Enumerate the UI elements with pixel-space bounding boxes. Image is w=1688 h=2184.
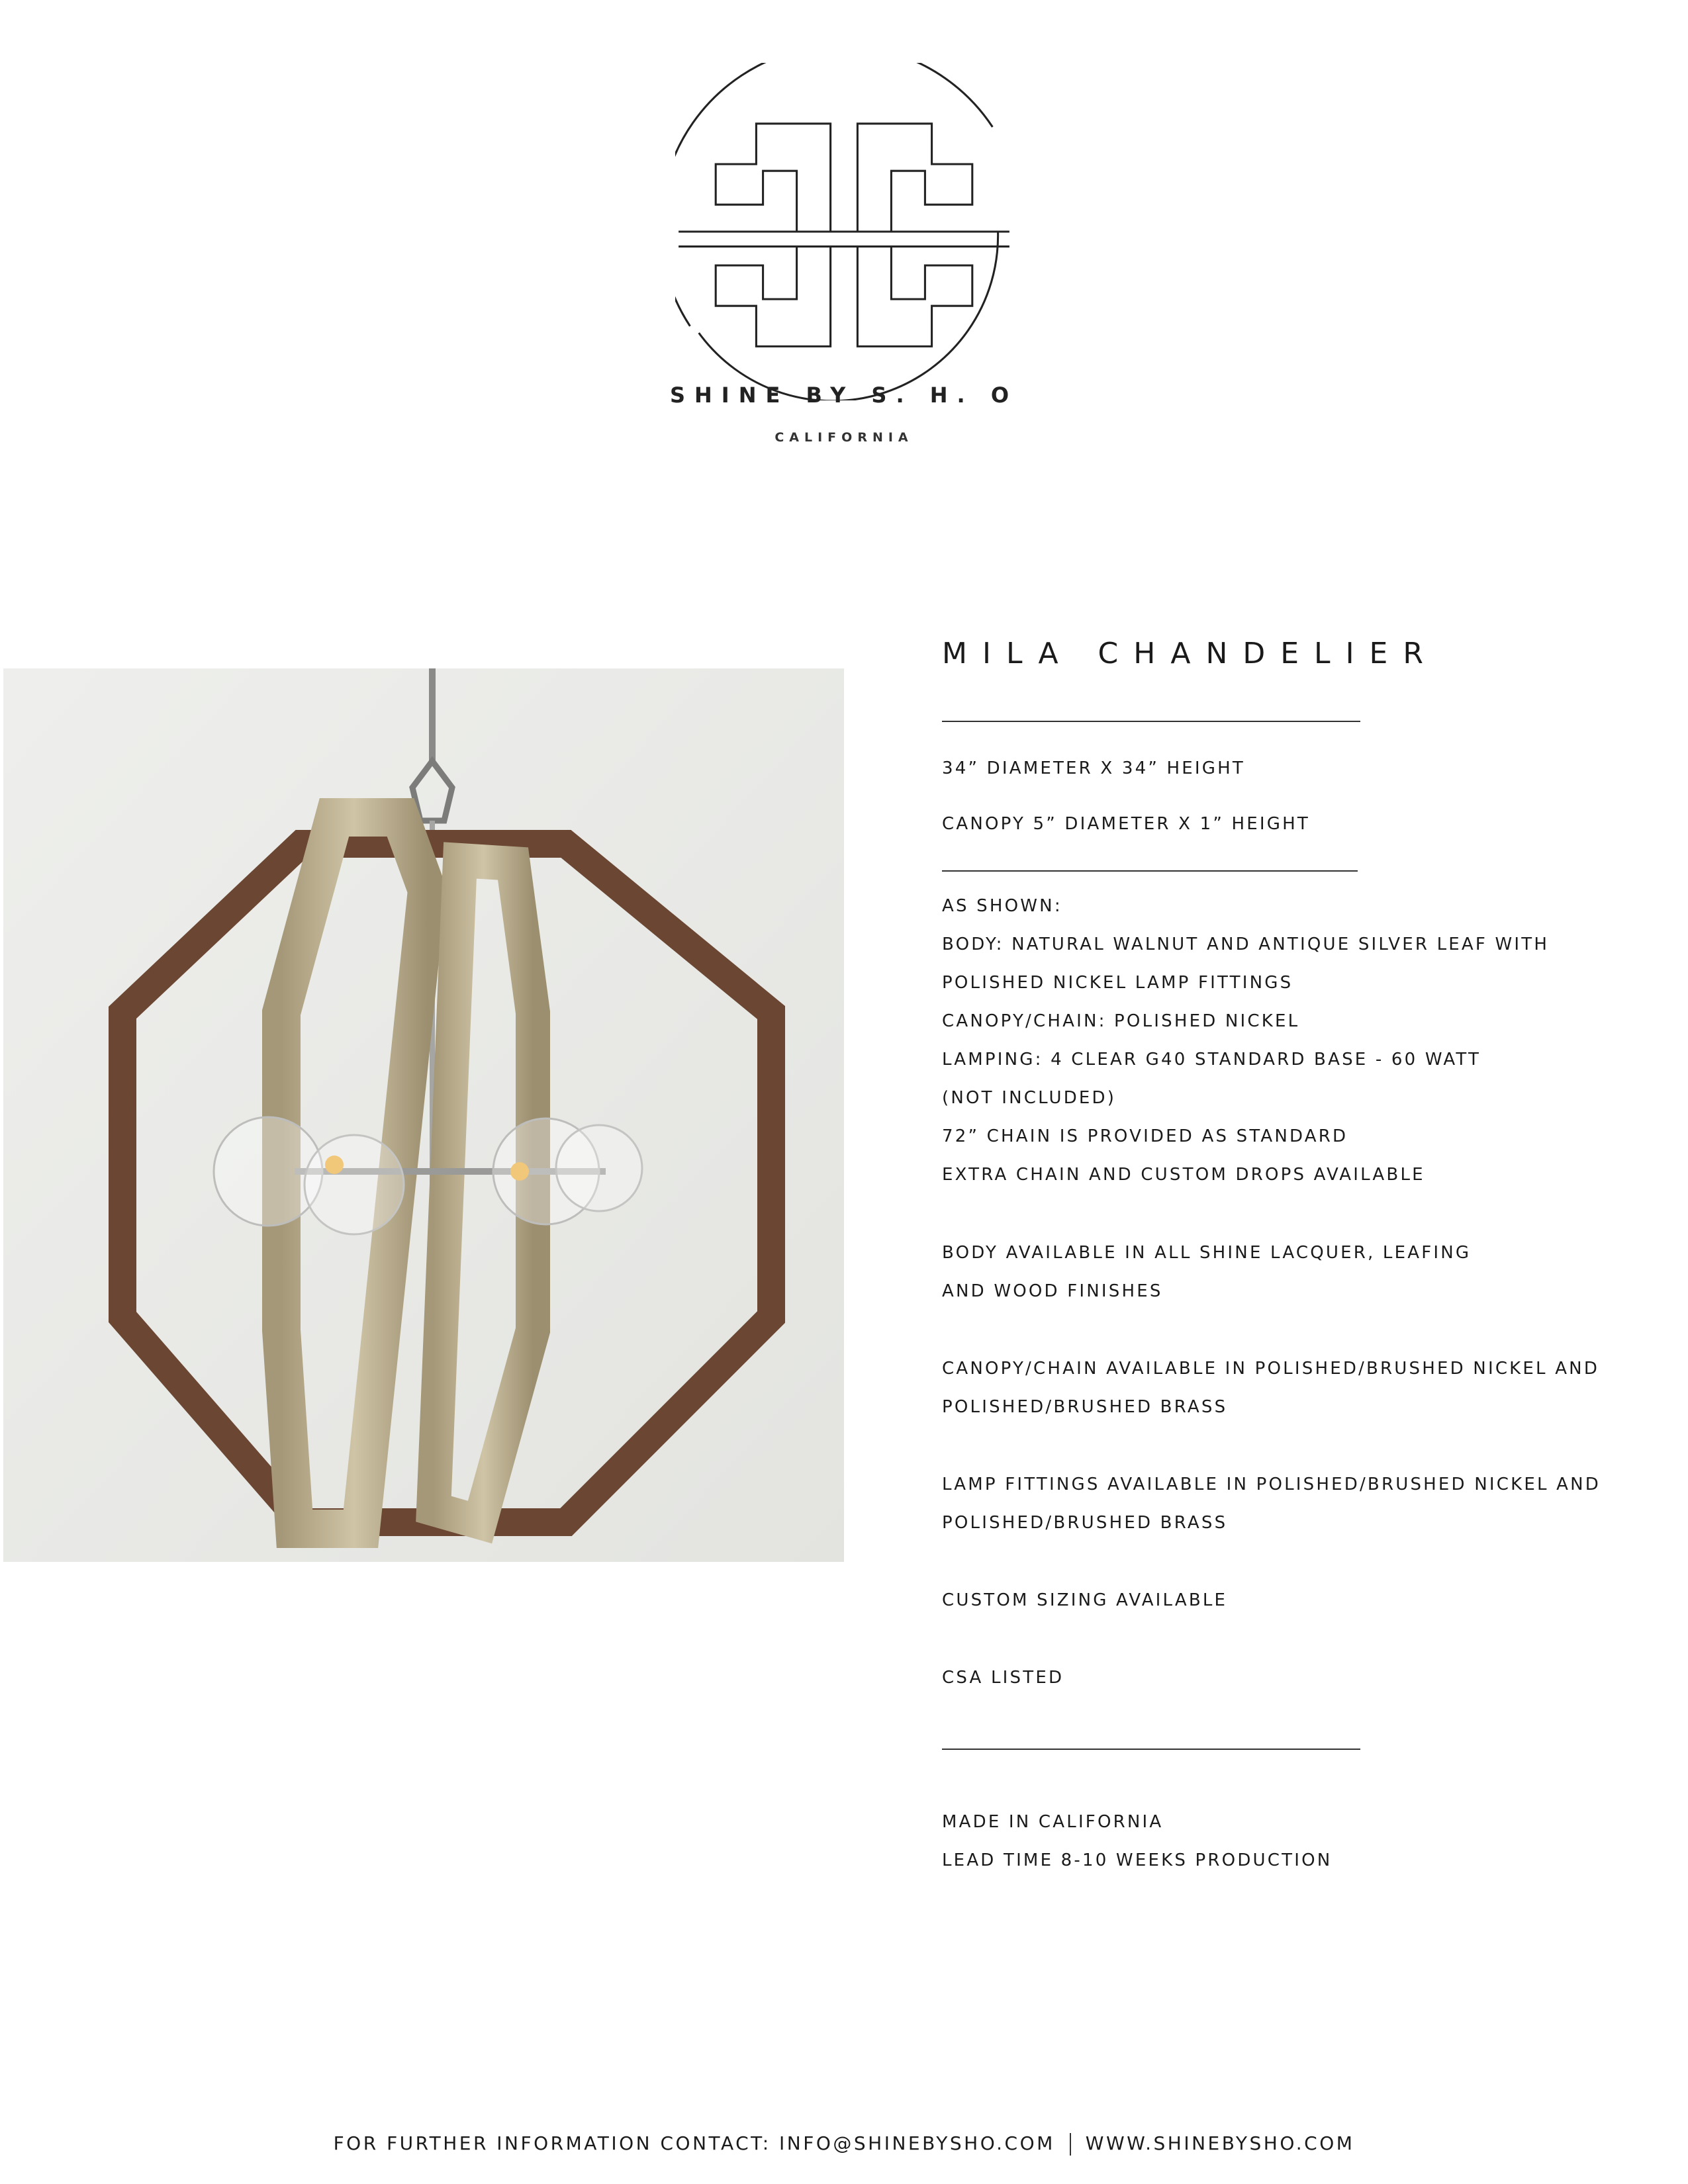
as-shown-line: BODY: NATURAL WALNUT AND ANTIQUE SILVER LEAF WITH <box>942 934 1550 954</box>
divider <box>942 1749 1360 1750</box>
as-shown-line: CANOPY/CHAIN: POLISHED NICKEL <box>942 1011 1300 1031</box>
option-line: CANOPY/CHAIN AVAILABLE IN POLISHED/BRUSHED NICKEL AND <box>942 1359 1600 1379</box>
option-line: POLISHED/BRUSHED BRASS <box>942 1397 1228 1417</box>
product-photo <box>3 668 844 1562</box>
option-line: LAMP FITTINGS AVAILABLE IN POLISHED/BRUSHED NICKEL AND <box>942 1475 1601 1494</box>
as-shown-line: POLISHED NICKEL LAMP FITTINGS <box>942 973 1293 993</box>
option-line: BODY AVAILABLE IN ALL SHINE LACQUER, LEAFING <box>942 1243 1472 1263</box>
dimensions-line: CANOPY 5” DIAMETER X 1” HEIGHT <box>942 814 1310 834</box>
option-line: POLISHED/BRUSHED BRASS <box>942 1513 1228 1533</box>
option-line: CUSTOM SIZING AVAILABLE <box>942 1590 1228 1610</box>
product-title: MILA CHANDELIER <box>942 637 1438 670</box>
as-shown-line: AS SHOWN: <box>942 896 1062 916</box>
option-line: CSA LISTED <box>942 1668 1064 1688</box>
dimensions-line: 34” DIAMETER X 34” HEIGHT <box>942 758 1245 778</box>
as-shown-line: EXTRA CHAIN AND CUSTOM DROPS AVAILABLE <box>942 1165 1425 1185</box>
divider <box>942 870 1358 872</box>
website-link[interactable]: WWW.SHINEBYSHO.COM <box>1085 2132 1355 2154</box>
footer-separator <box>1070 2133 1071 2156</box>
as-shown-line: LAMPING: 4 CLEAR G40 STANDARD BASE - 60 WATT <box>942 1050 1481 1069</box>
contact-email-link[interactable]: FOR FURTHER INFORMATION CONTACT: INFO@SHINEBYSHO.COM <box>333 2132 1055 2154</box>
option-line: AND WOOD FINISHES <box>942 1281 1163 1301</box>
brand-location: CALIFORNIA <box>774 430 914 445</box>
brand-name: SHINE BY S. H. O <box>669 383 1019 408</box>
brand-logo <box>675 63 1013 400</box>
production-line: MADE IN CALIFORNIA <box>942 1812 1164 1832</box>
chandelier-illustration <box>3 668 844 1562</box>
logo-mark-icon <box>675 63 1013 400</box>
production-line: LEAD TIME 8-10 WEEKS PRODUCTION <box>942 1850 1333 1870</box>
footer <box>0 2132 1688 2156</box>
as-shown-line: (NOT INCLUDED) <box>942 1088 1117 1108</box>
as-shown-line: 72” CHAIN IS PROVIDED AS STANDARD <box>942 1126 1348 1146</box>
divider <box>942 721 1360 722</box>
